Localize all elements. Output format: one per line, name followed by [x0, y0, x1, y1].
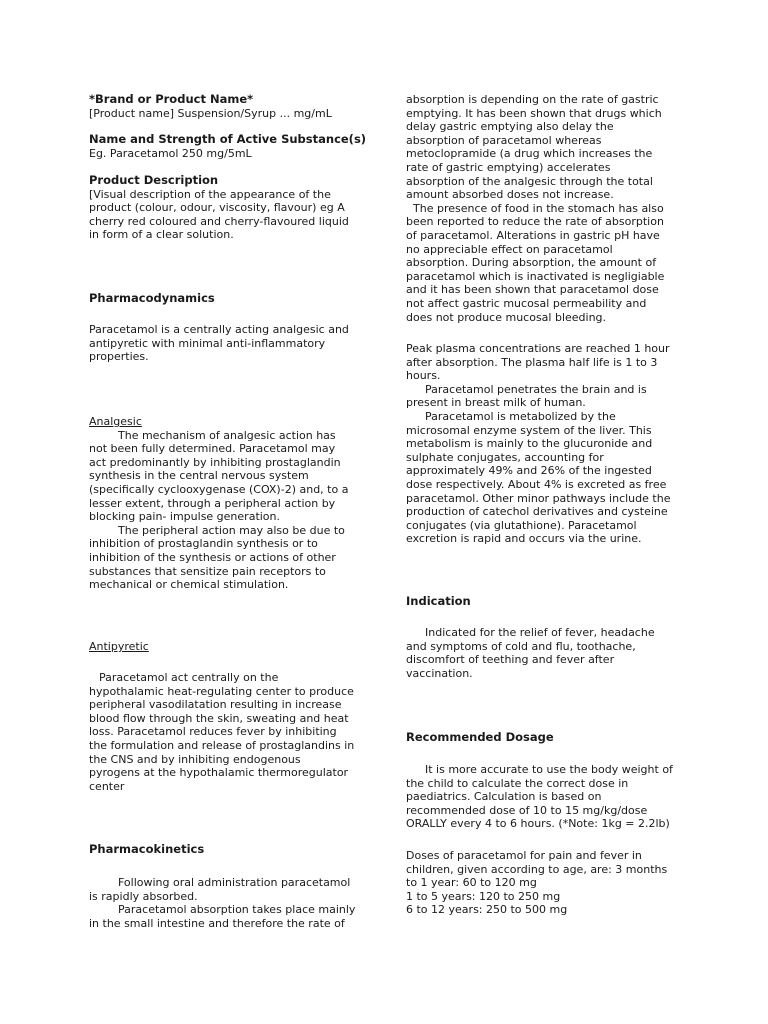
analgesic-line: not been fully determined. Paracetamol may	[89, 442, 336, 456]
brand-heading: *Brand or Product Name*	[89, 92, 254, 106]
antipyretic-line: the CNS and by inhibiting endogenous	[89, 752, 301, 766]
indication-heading-block	[406, 595, 686, 609]
metabolism-line: Peak plasma concentrations are reached 1 hour	[406, 342, 670, 355]
antipyretic-section	[89, 671, 372, 793]
absorption-line: paracetamol which is inactivated is negligiable	[406, 269, 665, 283]
doses-line: 1 to 5 years: 120 to 250 mg	[406, 889, 561, 903]
analgesic-line: The mechanism of analgesic action has	[118, 428, 336, 442]
analgesic-line: synthesis in the central nervous system	[89, 469, 309, 483]
pharmacodynamics-section	[89, 292, 372, 306]
analgesic-line: blocking pain- impulse generation.	[89, 510, 281, 524]
metabolism-line: metabolism is mainly to the glucuronide and	[406, 437, 653, 451]
doses-line: children, given according to age, are: 3 months	[406, 862, 668, 876]
dosage-line: paediatrics. Calculation is based on	[406, 790, 602, 804]
antipyretic-line: the formulation and release of prostaglandins in	[89, 738, 355, 752]
metabolism-line: microsomal enzyme system of the liver. This	[406, 423, 652, 437]
doses-by-age-section	[406, 849, 686, 917]
pharmacokinetics-line: Following oral administration paracetamol	[118, 876, 351, 889]
antipyretic-heading-block	[89, 640, 372, 654]
absorption-line: absorption of paracetamol whereas	[406, 133, 602, 147]
analgesic-line: The peripheral action may also be due to	[118, 523, 345, 537]
brand-subtitle: [Product name] Suspension/Syrup ... mg/mL	[89, 106, 332, 120]
doses-line: to 1 year: 60 to 120 mg	[406, 876, 537, 890]
antipyretic-line: hypothalamic heat-regulating center to produce	[89, 684, 354, 698]
pharmacodynamics-line: antipyretic with minimal anti-inflammatory	[89, 336, 326, 350]
antipyretic-line: blood flow through the skin, sweating and heat	[89, 711, 349, 725]
description-line: product (colour, odour, viscosity, flavour) eg A	[89, 201, 345, 215]
strength-section	[89, 133, 372, 160]
analgesic-line: lesser extent, through a peripheral action by	[89, 496, 336, 510]
indication-line: discomfort of teething and fever after	[406, 653, 615, 667]
pharmacodynamics-line: properties.	[89, 350, 149, 364]
absorption-line: absorption of the analgesic through the total	[406, 174, 653, 188]
doses-line: 6 to 12 years: 250 to 500 mg	[406, 903, 568, 917]
absorption-line: amount absorbed doses not increase.	[406, 188, 614, 202]
doses-line: Doses of paracetamol for pain and fever in	[406, 849, 642, 862]
absorption-line: emptying. It has been shown that drugs which	[406, 106, 662, 120]
description-line: cherry red coloured and cherry-flavoured liquid	[89, 214, 349, 228]
pharmacokinetics-heading-block	[89, 843, 372, 857]
absorption-line: absorption. During absorption, the amount of	[406, 256, 657, 270]
indication-line: Indicated for the relief of fever, headache	[425, 626, 655, 639]
pharmacodynamics-body	[89, 323, 372, 364]
strength-text: Eg. Paracetamol 250 mg/5mL	[89, 146, 252, 160]
metabolism-line: paracetamol. Other minor pathways include the	[406, 491, 671, 505]
indication-line: vaccination.	[406, 666, 473, 680]
pharmacokinetics-line: is rapidly absorbed.	[89, 889, 198, 903]
metabolism-line: dose respectively. About 4% is excreted as free	[406, 477, 667, 491]
metabolism-line: hours.	[406, 369, 441, 383]
pharmacokinetics-section	[89, 876, 372, 930]
metabolism-line: conjugates (via glutathione). Paracetamol	[406, 518, 637, 532]
absorption-line: metoclopramide (a drug which increases the	[406, 147, 653, 161]
absorption-line: delay gastric emptying also delay the	[406, 120, 614, 134]
pharmacodynamics-line: Paracetamol is a centrally acting analgesic and	[89, 323, 349, 336]
absorption-line: no appreciable effect on paracetamol	[406, 242, 613, 256]
description-heading: Product Description	[89, 173, 219, 187]
pharmacokinetics-line: in the small intestine and therefore the rate of	[89, 916, 345, 930]
metabolism-section	[406, 342, 686, 546]
description-section	[89, 174, 372, 242]
analgesic-line: (specifically cyclooxygenase (COX)-2) and, to a	[89, 482, 349, 496]
description-line: [Visual description of the appearance of the	[89, 187, 331, 201]
analgesic-line: inhibition of prostaglandin synthesis or to	[89, 537, 318, 551]
analgesic-line: mechanical or chemical stimulation.	[89, 578, 289, 592]
analgesic-line: substances that sensitize pain receptors to	[89, 564, 326, 578]
analgesic-section	[89, 415, 372, 592]
metabolism-line: after absorption. The plasma half life is 1 to 3	[406, 355, 658, 369]
antipyretic-line: peripheral vasodilatation resulting in increase	[89, 698, 342, 712]
strength-heading: Name and Strength of Active Substance(s)	[89, 132, 367, 146]
analgesic-line: act predominantly by inhibiting prostaglandin	[89, 455, 341, 469]
indication-section	[406, 626, 686, 680]
dosage-line: ORALLY every 4 to 6 hours. (*Note: 1kg = 2.2lb)	[406, 817, 670, 831]
dosage-heading-block	[406, 731, 686, 745]
absorption-line: absorption is depending on the rate of gastric	[406, 93, 659, 106]
analgesic-line: inhibition of the synthesis or actions of other	[89, 550, 336, 564]
absorption-line: not affect gastric mucosal permeability and	[406, 296, 647, 310]
description-line: in form of a clear solution.	[89, 228, 234, 242]
antipyretic-line: center	[89, 779, 125, 793]
absorption-section	[406, 93, 686, 324]
antipyretic-heading: Antipyretic	[89, 640, 149, 653]
metabolism-line: present in breast milk of human.	[406, 396, 586, 410]
dosage-line: It is more accurate to use the body weight of	[425, 763, 673, 776]
antipyretic-line: pyrogens at the hypothalamic thermoregulator	[89, 766, 349, 780]
metabolism-line: approximately 49% and 26% of the ingested	[406, 464, 652, 478]
metabolism-line: Paracetamol penetrates the brain and is	[425, 382, 647, 396]
absorption-line: The presence of food in the stomach has also	[413, 201, 664, 215]
absorption-line: and it has been shown that paracetamol dose	[406, 283, 659, 297]
antipyretic-line: loss. Paracetamol reduces fever by inhibiting	[89, 725, 337, 739]
pharmacokinetics-line: Paracetamol absorption takes place mainly	[118, 903, 356, 917]
dosage-section	[406, 763, 686, 831]
absorption-line: does not produce mucosal bleeding.	[406, 310, 607, 324]
antipyretic-line: Paracetamol act centrally on the	[99, 671, 279, 684]
metabolism-line: excretion is rapid and occurs via the urine.	[406, 532, 642, 546]
absorption-line: been reported to reduce the rate of absorption	[406, 215, 664, 229]
analgesic-heading: Analgesic	[89, 415, 142, 428]
brand-section	[89, 93, 372, 120]
metabolism-line: sulphate conjugates, accounting for	[406, 450, 604, 464]
dosage-line: the child to calculate the correct dose in	[406, 776, 629, 790]
dosage-line: recommended dose of 10 to 15 mg/kg/dose	[406, 803, 648, 817]
metabolism-line: production of catechol derivatives and cysteine	[406, 505, 668, 519]
dosage-heading: Recommended Dosage	[406, 730, 554, 744]
absorption-line: rate of gastric emptying) accelerates	[406, 160, 611, 174]
indication-line: and symptoms of cold and flu, toothache,	[406, 639, 636, 653]
absorption-line: of paracetamol. Alterations in gastric pH have	[406, 228, 660, 242]
pharmacodynamics-heading: Pharmacodynamics	[89, 291, 215, 305]
indication-heading: Indication	[406, 594, 471, 608]
pharmacokinetics-heading: Pharmacokinetics	[89, 842, 205, 856]
metabolism-line: Paracetamol is metabolized by the	[425, 409, 616, 423]
